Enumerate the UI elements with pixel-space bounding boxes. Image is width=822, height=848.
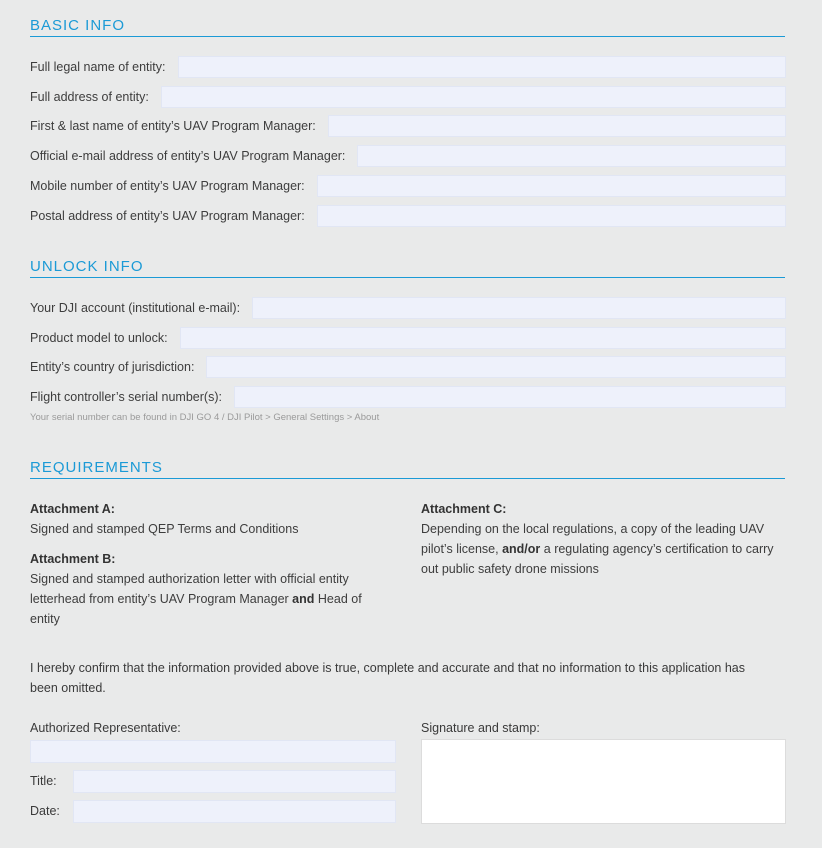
attachment-a-title: Attachment A: [30, 502, 115, 516]
attachment-b-and: and [292, 592, 315, 606]
date-label: Date: [30, 804, 60, 818]
representative-input[interactable] [30, 740, 396, 763]
representative-label: Authorized Representative: [30, 721, 181, 735]
attachment-c-text [421, 519, 783, 579]
field-label: Official e-mail address of entity’s UAV Program Manager: [30, 149, 346, 163]
attachment-c-text-part2: a regulating agency’s certification to carry out public safety drone missions [421, 542, 774, 576]
attachment-b [30, 549, 370, 629]
field-label: Postal address of entity’s UAV Program Manager: [30, 209, 305, 223]
manager-email-input[interactable] [357, 145, 786, 167]
manager-postal-input[interactable] [317, 205, 786, 227]
signature-label: Signature and stamp: [421, 721, 540, 735]
form-row [30, 297, 786, 319]
attachment-c-title: Attachment C: [421, 502, 507, 516]
confirmation-statement: I hereby confirm that the information provided above is true, complete and accurate and that no information to this application has been omitted. [30, 661, 745, 695]
form-row [30, 115, 786, 137]
unlock-info-heading: UNLOCK INFO [30, 258, 785, 278]
serial-hint: Your serial number can be found in DJI GO 4 / DJI Pilot > General Settings > About [30, 412, 380, 423]
form-row [30, 386, 786, 408]
manager-name-input[interactable] [328, 115, 786, 137]
field-label: Entity’s country of jurisdiction: [30, 360, 195, 374]
field-label: Product model to unlock: [30, 331, 168, 345]
serial-number-input[interactable] [234, 386, 786, 408]
attachment-b-text-part2: Head of entity [30, 592, 362, 626]
country-input[interactable] [206, 356, 786, 378]
attachment-b-text [30, 569, 370, 629]
dji-account-input[interactable] [252, 297, 786, 319]
manager-mobile-input[interactable] [317, 175, 786, 197]
form-row [30, 175, 786, 197]
product-model-input[interactable] [180, 327, 786, 349]
attachment-c [421, 499, 783, 579]
attachment-a [30, 499, 370, 539]
attachment-c-andor: and/or [502, 542, 541, 556]
field-label: Full address of entity: [30, 90, 149, 104]
title-label: Title: [30, 774, 57, 788]
field-label: Mobile number of entity’s UAV Program Manager: [30, 179, 305, 193]
entity-name-input[interactable] [178, 56, 787, 78]
field-label: Full legal name of entity: [30, 60, 166, 74]
form-row [30, 327, 786, 349]
form-row [30, 356, 786, 378]
field-label: Your DJI account (institutional e-mail): [30, 301, 241, 315]
date-input[interactable] [73, 800, 396, 823]
basic-info-heading: BASIC INFO [30, 17, 785, 37]
form-row [30, 145, 786, 167]
field-label: First & last name of entity’s UAV Program Manager: [30, 119, 316, 133]
signature-box[interactable] [421, 739, 786, 824]
form-row [30, 205, 786, 227]
requirements-heading: REQUIREMENTS [30, 459, 785, 479]
form-row [30, 86, 786, 108]
attachment-c-text-part1: Depending on the local regulations, a copy of the leading UAV pilot’s license, [421, 522, 765, 556]
title-input[interactable] [73, 770, 396, 793]
attachment-b-title: Attachment B: [30, 552, 116, 566]
attachment-a-text: Signed and stamped QEP Terms and Conditions [30, 522, 299, 536]
field-label: Flight controller’s serial number(s): [30, 390, 222, 404]
attachment-b-text-part1: Signed and stamped authorization letter with official entity letterhead from entity’s UAV Program Manager [30, 572, 349, 606]
entity-address-input[interactable] [161, 86, 786, 108]
form-row [30, 56, 786, 78]
